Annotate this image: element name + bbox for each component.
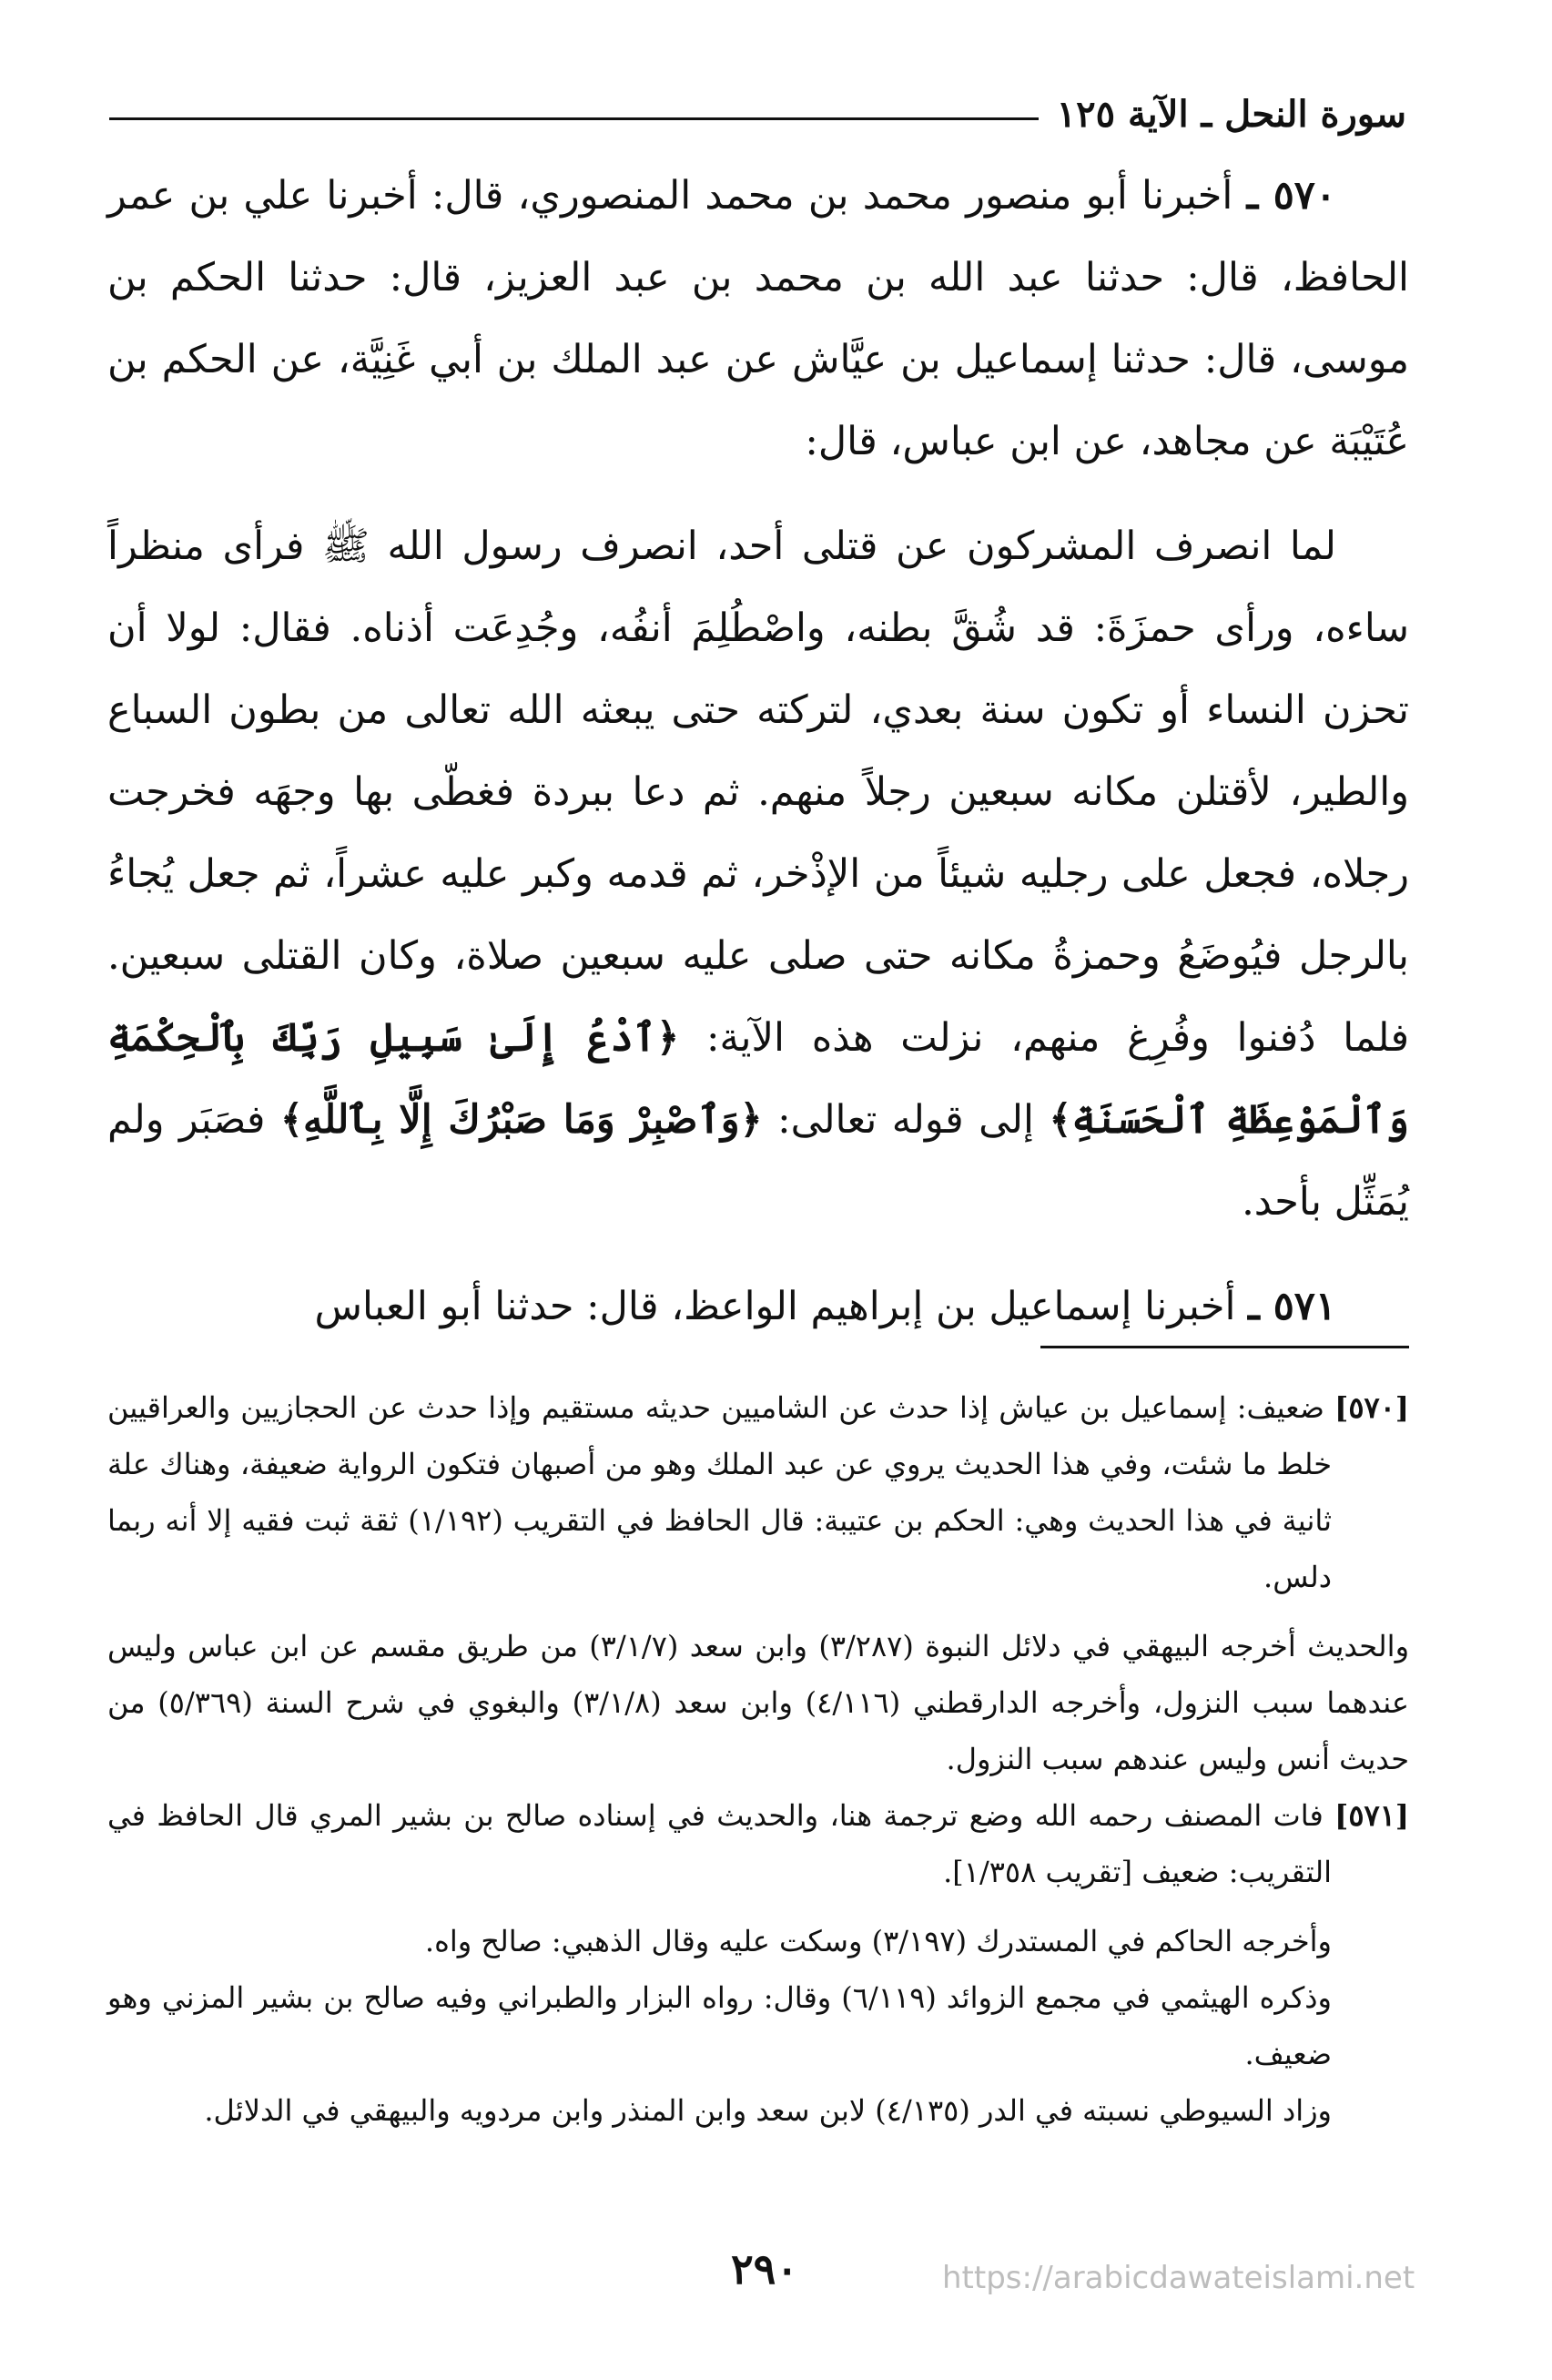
footnote-tag: [٥٧١] xyxy=(1334,1798,1410,1833)
quran-verse: ﴿ٱدْعُ إِلَىٰ سَبِيلِ رَبِّكَ بِٱلْحِكْمَةِ وَٱلْمَوْعِظَةِ ٱلْحَسَنَةِ﴾ xyxy=(107,1015,1409,1143)
hadith-570-isnad xyxy=(107,155,1409,483)
matn-text: لما انصرف المشركون عن قتلى أحد، انصرف رسول الله ﷺ فرأى منظراً ساءه، ورأى حمزَةَ: قد شُقَّ بطنه، واصْطُلِمَ أنفُه، وجُدِعَت أذناه. فقال: لولا أن تحزن النساء أو تكون سنة بعدي، لتركته حتى يبعثه الله تعالى من بطون السباع والطير، لأقتلن مكانه سبعين رجلاً منهم. ثم دعا ببردة فغطّى بها وجهَه فخرجت رجلاه، فجعل على رجليه شيئاً من الإذْخر، ثم قدمه وكبر عليه عشراً، ثم جعل يُجاءُ بالرجل فيُوضَعُ وحمزةُ مكانه حتى صلى عليه سبعين صلاة، وكان القتلى سبعين. فلما دُفنوا وفُرِغ منهم، نزلت هذه الآية: xyxy=(107,524,1410,1061)
main-text xyxy=(107,155,1409,1348)
page-number: ٢٩٠ xyxy=(730,2244,799,2294)
footnote-separator xyxy=(1040,1346,1409,1348)
footnote-571-haythami: وذكره الهيثمي في مجمع الزوائد (٦/١١٩) وقال: رواه البزار والطبراني وفيه صالح بن بشير المزني وهو ضعيف. xyxy=(107,1980,1333,2071)
footnotes xyxy=(107,1379,1409,2139)
running-header xyxy=(109,86,1406,141)
footnote-570 xyxy=(107,1379,1409,1605)
isnad-text: أخبرنا إسماعيل بن إبراهيم الواعظ، قال: حدثنا أبو العباس xyxy=(314,1284,1236,1329)
matn-text: فصَبَر ولم يُمَثِّل بأحد. xyxy=(107,1097,1409,1225)
hadith-number: ٥٧٠ ـ xyxy=(1246,173,1336,219)
hadith-571-isnad xyxy=(107,1266,1409,1348)
hadith-number: ٥٧١ ـ xyxy=(1248,1284,1336,1329)
isnad-text: أخبرنا أبو منصور محمد بن محمد المنصوري، قال: أخبرنا علي بن عمر الحافظ، قال: حدثنا عبد الله بن محمد بن عبد العزيز، قال: حدثنا الحكم بن موسى، قال: حدثنا إسماعيل بن عيَّاش عن عبد الملك بن أبي غَنِيَّة، عن الحكم بن عُتَيْبَة عن مجاهد، عن ابن عباس، قال: xyxy=(107,173,1409,464)
footnote-571-hakim: وأخرجه الحاكم في المستدرك (٣/١٩٧) وسكت عليه وقال الذهبي: صالح واه. xyxy=(424,1924,1332,1958)
footnote-570-takhrij: والحديث أخرجه البيهقي في دلائل النبوة (٣/٢٨٧) وابن سعد (٣/١/٧) من طريق مقسم عن ابن عباس وليس عندهما سبب النزول، وأخرجه الدارقطني (٤/١١٦) وابن سعد (٣/١/٨) والبغوي في شرح السنة (٥/٣٦٩) من حديث أنس وليس عندهم سبب النزول. xyxy=(107,1629,1410,1776)
header-rule xyxy=(109,117,1039,120)
watermark-url: https://arabicdawateislami.net xyxy=(942,2260,1415,2296)
surah-verse-title: سورة النحل ـ الآية ١٢٥ xyxy=(1056,92,1406,136)
matn-text: إلى قوله تعالى: xyxy=(777,1097,1034,1143)
footnote-text: فات المصنف رحمه الله وضع ترجمة هنا، والحديث في إسناده صالح بن بشير المري قال الحافظ في التقريب: ضعيف [تقريب ١/٣٥٨]. xyxy=(107,1798,1332,1889)
footnote-tag: [٥٧٠] xyxy=(1334,1390,1410,1425)
footnote-571 xyxy=(107,1787,1409,1900)
footnote-571-suyuti: وزاد السيوطي نسبته في الدر (٤/١٣٥) لابن سعد وابن المنذر وابن مردويه والبيهقي في الدلائل. xyxy=(204,2093,1332,2128)
hadith-570-matn xyxy=(107,505,1409,1243)
footnote-text: ضعيف: إسماعيل بن عياش إذا حدث عن الشاميين حديثه مستقيم وإذا حدث عن الحجازيين والعراقيين خلط ما شئت، وفي هذا الحديث يروي عن عبد الملك وهو من أصبهان فتكون الرواية ضعيفة، وهناك علة ثانية في هذا الحديث وهي: الحكم بن عتيبة: قال الحافظ في التقريب (١/١٩٢) ثقة ثبت فقيه إلا أنه ربما دلس. xyxy=(107,1390,1333,1594)
quran-verse: ﴿وَٱصْبِرْ وَمَا صَبْرُكَ إِلَّا بِٱللَّهِ﴾ xyxy=(279,1097,763,1143)
